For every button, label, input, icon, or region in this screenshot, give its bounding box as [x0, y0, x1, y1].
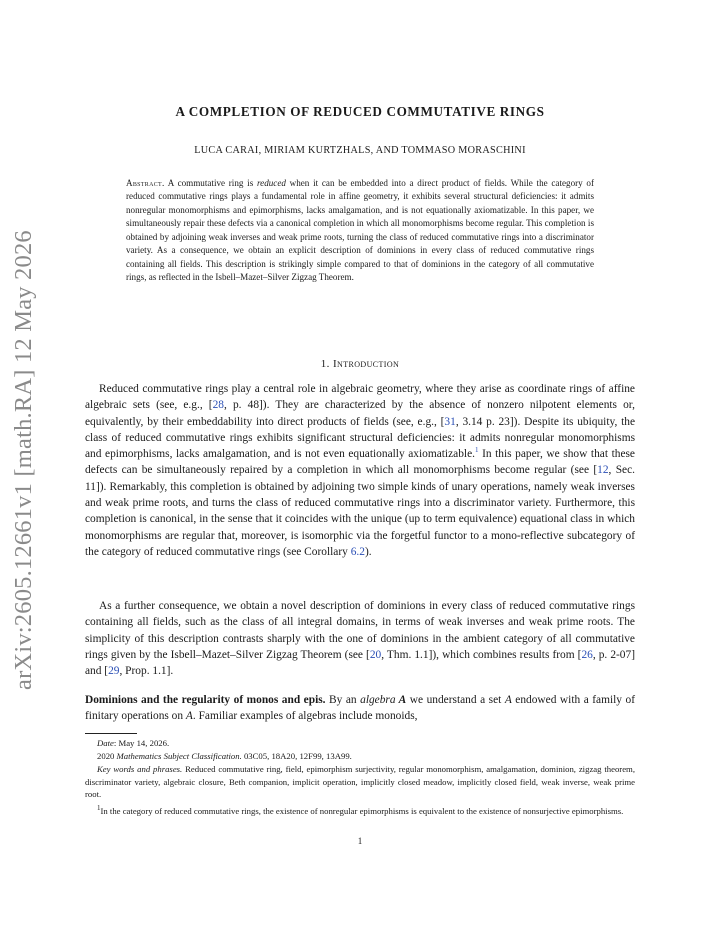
citation-link[interactable]: 20 — [369, 648, 382, 661]
intro-paragraph-3 — [85, 692, 635, 725]
abstract-heading: Abstract. — [126, 178, 165, 188]
page-number: 1 — [357, 836, 363, 846]
paragraph-text: As a further consequence, we obtain a novel description of dominions in every class of reduced commutative rings containing all fields, such as the class of all integral domains, in terms of weak inverses and weak prime roots. The simplicity of this description contrasts sharply with the one of dominions in the ambient category of all commutative rings given by the Isbell–Mazet–Silver Zigzag Theorem (see [ — [85, 600, 635, 661]
intro-paragraph-2 — [85, 598, 635, 679]
abstract-text-2: when it can be embedded into a direct product of fields. While the category of reduced commutative rings plays a fundamental role in affine geometry, it exhibits several structural deficiencies: it admits nonregular monomorphisms and epimorphisms, lacks amalgamation, and is not equationally axiomatizable. In this paper, we simultaneously repair these defects via a canonical completion in which all monomorphisms become regular. This completion is obtained by adjoining weak inverses and weak prime roots, turning the class of reduced commutative rings into a discriminator variety. As a consequence, we obtain an explicit description of dominions in every class of reduced commutative rings containing all fields. This description is strikingly simple compared to that of dominions in the category of all commutative rings, as reflected in the Isbell–Mazet–Silver Zigzag Theorem. — [126, 178, 594, 283]
footnote-text: 03C05, 18A20, 12F99, 13A99. — [241, 751, 352, 761]
footnote-label: Date — [97, 738, 114, 748]
paragraph-text: , Sec. 11]). Remarkably, this completion is obtained by adjoining two simple kinds of unary operations, namely weak inverses and weak prime roots, and turns the class of reduced commutative rings into a discriminator variety. Furthermore, this completion is canonical, in the sense that it coincides with the unique (up to term equivalence) equational class in which monomorphisms are regular that, moreover, is isomorphic via the forgetful functor to a mono-reflective subcategory of the category of reduced commutative rings (see Corollary — [85, 464, 635, 558]
emphasis: algebra — [360, 694, 396, 706]
math-symbol: A — [504, 694, 512, 706]
paragraph-text: By an — [325, 694, 361, 706]
arxiv-identifier-stamp: arXiv:2605.12661v1 [math.RA] 12 May 2026 — [10, 230, 37, 690]
paragraph-text: ). — [364, 545, 372, 558]
math-symbol: A — [395, 694, 407, 706]
citation-link[interactable]: 28 — [212, 399, 224, 412]
run-in-heading: Dominions and the regularity of monos and epis. — [85, 694, 326, 706]
abstract-emphasis: reduced — [256, 178, 286, 188]
footnote-text: In the category of reduced commutative rings, the existence of nonregular epimorphisms is equivalent to the existence of nonsurjective epimorphisms. — [100, 806, 624, 816]
section-heading: 1. Introduction — [320, 358, 400, 370]
footnote-text: 2020 — [97, 751, 117, 761]
citation-link[interactable]: 12 — [597, 464, 609, 477]
paragraph-text: we understand a set — [406, 694, 505, 706]
intro-paragraph-1 — [85, 381, 635, 560]
paragraph-text: , Thm. 1.1]), which combines results from [ — [381, 648, 582, 661]
corollary-link[interactable]: 6.2 — [350, 545, 365, 558]
citation-link[interactable]: 26 — [581, 648, 593, 661]
footnote-keywords — [85, 763, 635, 801]
paragraph-text: In this paper, we show that these defects can be simultaneously repaired by a completion in which all monomorphisms become regular (see [ — [85, 448, 635, 477]
footnote-rule — [85, 733, 137, 734]
footnote-msc — [85, 750, 635, 763]
paragraph-text: , p. 2-07] and [ — [85, 648, 635, 678]
citation-link[interactable]: 31 — [444, 415, 456, 428]
paper-authors: LUCA CARAI, MIRIAM KURTZHALS, AND TOMMASO MORASCHINI — [194, 145, 526, 156]
abstract-text-1: A commutative ring is — [164, 178, 257, 188]
footnote-text: Reduced commutative ring, field, epimorphism surjectivity, regular monomorphism, amalgamation, dominion, zigzag theorem, discriminator variety, algebraic closure, Beth companion, implicit operation, implicitly closed meadow, implicitly closed field, weak inverse, weak prime root. — [85, 764, 635, 800]
paper-title: A COMPLETION OF REDUCED COMMUTATIVE RINGS — [175, 104, 545, 119]
footnote-marker: 1 — [97, 804, 101, 813]
paragraph-text: endowed with a family of finitary operations on — [85, 694, 635, 723]
footnote-text: : May 14, 2026. — [113, 738, 170, 748]
paragraph-text: , 3.14 p. 23]). Despite its ubiquity, the class of reduced commutative rings exhibits significant structural deficiencies: it admits nonregular monomorphisms and epimorphisms, lacks amalgamation, and is not even equationally axiomatizable. — [85, 415, 636, 461]
paragraph-text: , Prop. 1.1]. — [119, 665, 174, 678]
paragraph-text: . Familiar examples of algebras include monoids, — [192, 710, 418, 723]
footnote-label: Key words and phrases. — [97, 764, 183, 774]
footnote-1 — [85, 805, 635, 818]
footnote-marker-link[interactable]: 1 — [474, 446, 479, 455]
footnote-label: Mathematics Subject Classification. — [116, 751, 242, 761]
paragraph-text: Reduced commutative rings play a central role in algebraic geometry, where they arise as coordinate rings of affine algebraic sets (see, e.g., [ — [85, 383, 635, 412]
footnote-date — [85, 737, 635, 750]
abstract — [126, 177, 594, 285]
paragraph-text: , p. 48]). They are characterized by the absence of nonzero nilpotent elements or, equivalently, by their embeddability into direct products of fields (see, e.g., [ — [85, 399, 635, 428]
math-symbol: A — [185, 710, 193, 723]
citation-link[interactable]: 29 — [108, 665, 120, 678]
